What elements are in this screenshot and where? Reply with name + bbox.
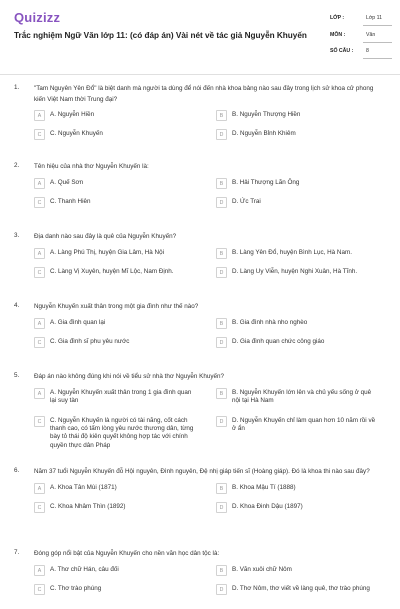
question-number: 2. [14, 162, 20, 169]
option-letter-box: B [216, 178, 227, 189]
option-text: D. Nguyễn Bỉnh Khiêm [232, 130, 296, 137]
option-letter-box: A [34, 248, 45, 259]
meta-label: LỚP : [330, 15, 345, 21]
meta-underline [363, 25, 392, 26]
option-text: C. Nguyễn Khuyến là người có tài năng, cốt cách thanh cao, có tấm lòng yêu nước thương dân, từng bày tỏ thái độ kiên quyết không hợp tác với chính quyền thực dân Pháp [50, 416, 194, 449]
meta-label: SỐ CÂU : [330, 48, 354, 55]
option-text: C. Gia đình sĩ phu yêu nước [50, 337, 130, 345]
question-text: Đóng góp nổi bật của Nguyễn Khuyến cho nền văn học dân tộc là: [34, 550, 220, 557]
meta-value: Lớp 11 [366, 15, 382, 21]
question-text: Năm 37 tuổi Nguyễn Khuyến đỗ Hội nguyên, Đình nguyên, Đệ nhị giáp tiến sĩ (Hoàng giáp). Đó là khoa thi nào sau đây? [34, 468, 370, 475]
option-text: B. Làng Yên Đổ, huyện Bình Lục, Hà Nam. [232, 248, 352, 256]
question-number: 7. [14, 549, 20, 556]
question-7 [0, 549, 400, 609]
meta-row-question-count [330, 45, 392, 59]
option-text: B. Hải Thượng Lãn Ông [232, 178, 300, 186]
option-letter-box: A [34, 483, 45, 494]
option-letter-box: C [34, 416, 45, 427]
question-number: 5. [14, 372, 20, 379]
option-letter-box: B [216, 483, 227, 494]
option-text: D. Làng Uy Viễn, huyện Nghi Xuân, Hà Tĩnh. [232, 267, 358, 275]
option-letter-box: D [216, 129, 227, 140]
question-number: 3. [14, 232, 20, 239]
option-letter-box: C [34, 267, 45, 278]
option-letter-box: A [34, 565, 45, 576]
question-list [0, 84, 400, 609]
question-3 [0, 232, 400, 302]
worksheet-header [0, 0, 400, 74]
question-number: 4. [14, 302, 20, 309]
meta-label: MÔN : [330, 31, 346, 38]
option-text: D. Thơ Nôm, thơ viết về làng quê, thơ trào phúng [232, 584, 370, 592]
option-text: B. Gia đình nhà nho nghèo [232, 318, 308, 326]
question-number: 6. [14, 467, 20, 474]
option-text: B. Nguyễn Thượng Hiền [232, 111, 301, 118]
option-text: B. Văn xuôi chữ Nôm [232, 565, 292, 573]
option-text: C. Làng Vị Xuyên, huyện Mĩ Lộc, Nam Định. [50, 267, 174, 275]
option-letter-box: C [34, 337, 45, 348]
meta-row-class [330, 12, 392, 26]
option-text: D. Nguyễn Khuyến chỉ làm quan hơn 10 năm rồi về ở ẩn [232, 416, 376, 432]
option-letter-box: D [216, 584, 227, 595]
question-number: 1. [14, 84, 20, 91]
question-1 [0, 84, 400, 162]
option-letter-box: C [34, 129, 45, 140]
option-letter-box: A [34, 388, 45, 399]
option-text: B. Khoa Mậu Tí (1888) [232, 483, 296, 491]
meta-row-subject [330, 29, 392, 43]
worksheet-title: Trắc nghiệm Ngữ Văn lớp 11: (có đáp án) Vài nét về tác giả Nguyễn Khuyến [14, 31, 307, 40]
question-text: "Tam Nguyên Yên Đổ" là biệt danh mà người ta dùng để nói đến nhà khoa bảng nào sau đây trong lịch sử khoa cử phong kiến Việt Nam thời Trung đại? [34, 85, 374, 103]
option-letter-box: D [216, 337, 227, 348]
option-letter-box: B [216, 388, 227, 399]
option-letter-box: D [216, 197, 227, 208]
question-5 [0, 372, 400, 467]
option-letter-box: A [34, 110, 45, 121]
option-letter-box: D [216, 267, 227, 278]
option-letter-box: B [216, 565, 227, 576]
option-text: A. Khoa Tân Mùi (1871) [50, 483, 117, 491]
option-text: B. Nguyễn Khuyến lớn lên và chủ yếu sống ở quê nội tại Hà Nam [232, 388, 372, 404]
option-letter-box: D [216, 502, 227, 513]
option-letter-box: B [216, 318, 227, 329]
option-letter-box: C [34, 502, 45, 513]
option-letter-box: C [34, 197, 45, 208]
quizizz-logo: Quizizz [14, 10, 61, 25]
option-letter-box: B [216, 110, 227, 121]
header-divider [0, 74, 400, 75]
option-text: C. Nguyễn Khuyến [50, 130, 103, 137]
question-text: Đáp án nào không đúng khi nói về tiểu sử nhà thơ Nguyễn Khuyến? [34, 373, 225, 380]
option-letter-box: D [216, 416, 227, 427]
option-text: A. Nguyễn Hiền [50, 111, 95, 118]
option-text: A. Gia đình quan lại [50, 318, 106, 326]
question-2 [0, 162, 400, 232]
option-text: A. Quế Sơn [50, 178, 84, 186]
option-text: D. Gia đình quan chức công giáo [232, 337, 325, 345]
question-text: Địa danh nào sau đây là quê của Nguyễn Khuyến? [34, 233, 177, 240]
option-text: A. Nguyễn Khuyến xuất thân trong 1 gia đình quan lại suy tàn [50, 388, 192, 404]
meta-underline [363, 58, 392, 59]
meta-underline [363, 42, 392, 43]
option-text: C. Khoa Nhâm Thìn (1892) [50, 502, 126, 510]
worksheet-meta [330, 12, 392, 62]
option-letter-box: B [216, 248, 227, 259]
option-text: A. Thơ chữ Hán, câu đối [50, 565, 119, 573]
option-letter-box: A [34, 178, 45, 189]
option-letter-box: C [34, 584, 45, 595]
option-text: A. Làng Phú Thị, huyện Gia Lâm, Hà Nội [50, 248, 164, 256]
meta-value: Văn [366, 31, 376, 38]
meta-value: 8 [366, 48, 369, 55]
option-text: C. Thanh Hiên [50, 197, 91, 205]
option-text: C. Thơ trào phúng [50, 584, 102, 592]
option-text: D. Ức Trai [232, 197, 261, 205]
question-4 [0, 302, 400, 372]
question-text: Nguyễn Khuyến xuất thân trong một gia đình như thế nào? [34, 303, 199, 310]
option-text: D. Khoa Đinh Dậu (1897) [232, 502, 303, 510]
question-text: Tên hiệu của nhà thơ Nguyễn Khuyến là: [34, 163, 149, 170]
option-letter-box: A [34, 318, 45, 329]
question-6 [0, 467, 400, 549]
